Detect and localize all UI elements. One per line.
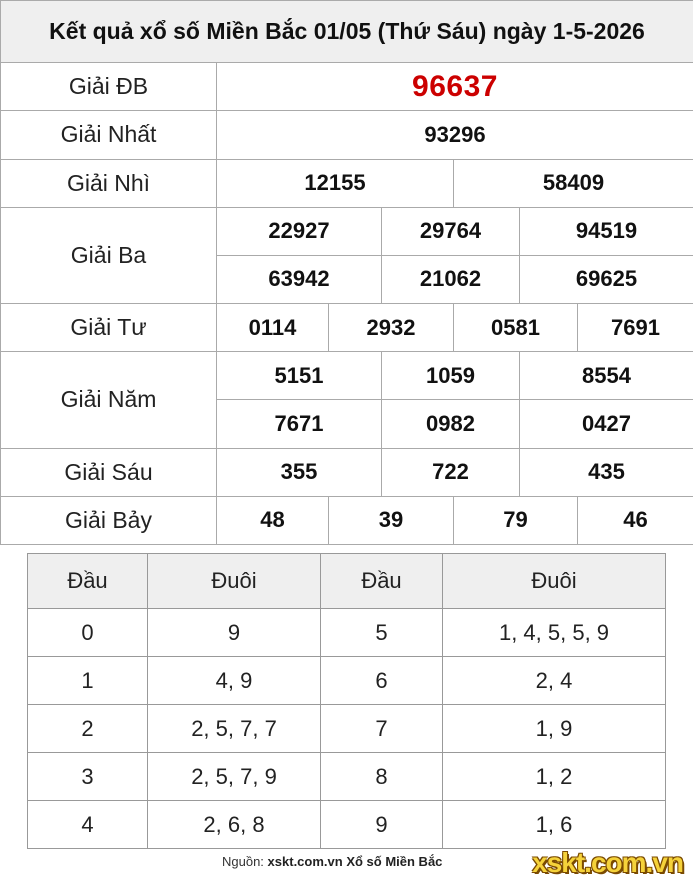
loto-cell: 1, 4, 5, 5, 9 — [443, 609, 666, 657]
loto-table — [27, 553, 666, 849]
table-row — [28, 753, 666, 801]
prize-number: 0427 — [520, 400, 693, 448]
prize-number: 435 — [520, 448, 693, 496]
loto-cell: 7 — [321, 705, 443, 753]
prize-label-nam: Giải Năm — [1, 352, 217, 448]
loto-header-duoi: Đuôi — [148, 554, 321, 609]
loto-cell: 2, 4 — [443, 657, 666, 705]
prize-number: 2932 — [329, 304, 454, 352]
prize-number: 21062 — [382, 255, 520, 303]
loto-cell: 1, 9 — [443, 705, 666, 753]
source-suffix: Xổ số Miền Bắc — [346, 854, 442, 869]
prize-number: 0114 — [217, 304, 329, 352]
prize-label-tu: Giải Tư — [1, 304, 217, 352]
prize-label-sau: Giải Sáu — [1, 448, 217, 496]
loto-cell: 9 — [321, 801, 443, 849]
loto-cell: 5 — [321, 609, 443, 657]
loto-cell: 1 — [28, 657, 148, 705]
prize-number: 1059 — [382, 352, 520, 400]
prize-number: 8554 — [520, 352, 693, 400]
prize-number: 39 — [329, 496, 454, 544]
table-row — [28, 801, 666, 849]
loto-cell: 0 — [28, 609, 148, 657]
loto-cell: 2, 5, 7, 9 — [148, 753, 321, 801]
loto-header-dau: Đầu — [321, 554, 443, 609]
prize-number: 48 — [217, 496, 329, 544]
loto-header-dau: Đầu — [28, 554, 148, 609]
prize-label-bay: Giải Bảy — [1, 496, 217, 544]
table-row — [28, 657, 666, 705]
loto-cell: 4 — [28, 801, 148, 849]
prize-number: 722 — [382, 448, 520, 496]
source-prefix: Nguồn: — [222, 854, 264, 869]
loto-cell: 1, 2 — [443, 753, 666, 801]
prize-number: 0982 — [382, 400, 520, 448]
prize-label-ba: Giải Ba — [1, 207, 217, 303]
site-logo[interactable]: xskt.com.vn — [532, 847, 683, 879]
loto-cell: 8 — [321, 753, 443, 801]
footer — [0, 846, 693, 878]
prize-number: 7671 — [217, 400, 382, 448]
table-row — [28, 705, 666, 753]
prize-label-nhat: Giải Nhất — [1, 111, 217, 159]
loto-cell: 9 — [148, 609, 321, 657]
prize-number: 12155 — [217, 159, 454, 207]
source-site-link[interactable]: xskt.com.vn — [268, 854, 343, 869]
prize-number: 93296 — [217, 111, 693, 159]
loto-cell: 1, 6 — [443, 801, 666, 849]
loto-cell: 2 — [28, 705, 148, 753]
prize-number: 58409 — [454, 159, 693, 207]
prize-number: 7691 — [578, 304, 693, 352]
prize-number: 63942 — [217, 255, 382, 303]
source-credit — [222, 854, 442, 869]
prize-number: 355 — [217, 448, 382, 496]
loto-cell: 4, 9 — [148, 657, 321, 705]
prize-number: 0581 — [454, 304, 578, 352]
prize-number: 46 — [578, 496, 693, 544]
prize-number: 5151 — [217, 352, 382, 400]
prize-label-nhi: Giải Nhì — [1, 159, 217, 207]
prize-number: 94519 — [520, 207, 693, 255]
prize-number: 22927 — [217, 207, 382, 255]
loto-cell: 2, 6, 8 — [148, 801, 321, 849]
table-row — [28, 609, 666, 657]
prize-number: 69625 — [520, 255, 693, 303]
prize-number: 79 — [454, 496, 578, 544]
loto-cell: 2, 5, 7, 7 — [148, 705, 321, 753]
loto-cell: 6 — [321, 657, 443, 705]
loto-cell: 3 — [28, 753, 148, 801]
page-title: Kết quả xổ số Miền Bắc 01/05 (Thứ Sáu) ngày 1-5-2026 — [1, 1, 693, 63]
prize-label-db: Giải ĐB — [1, 63, 217, 111]
special-prize-number: 96637 — [217, 63, 693, 111]
loto-header-duoi: Đuôi — [443, 554, 666, 609]
prize-number: 29764 — [382, 207, 520, 255]
